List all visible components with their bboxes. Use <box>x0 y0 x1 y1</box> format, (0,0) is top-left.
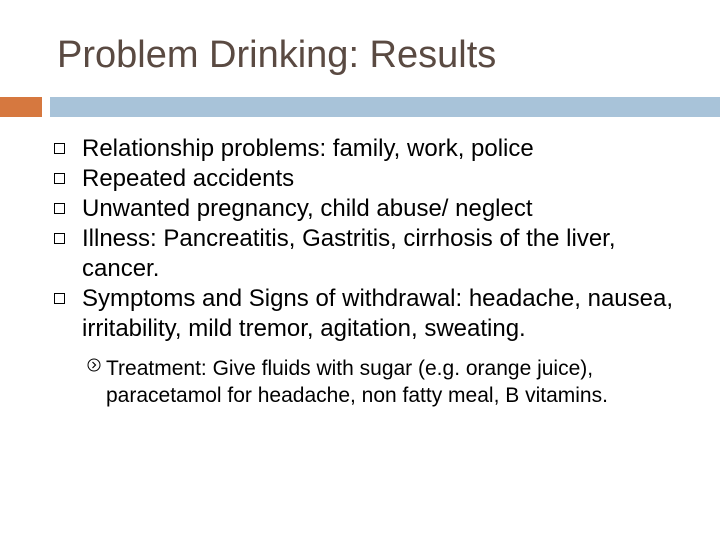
bullet-text: Unwanted pregnancy, child abuse/ neglect <box>82 195 533 222</box>
circled-arrow-icon <box>87 358 101 372</box>
checkbox-outline-icon <box>54 293 65 304</box>
bullet-text: Symptoms and Signs of withdrawal: headache, nausea, irritability, mild tremor, agitation, sweating. <box>82 285 674 342</box>
bullet-item <box>0 134 692 164</box>
sub-bullet-item <box>0 355 686 409</box>
bullet-text: Repeated accidents <box>82 165 295 192</box>
bullet-item <box>0 224 692 284</box>
checkbox-outline-icon <box>54 203 65 214</box>
title-accent-bar <box>0 97 42 117</box>
sub-bullet-text: Treatment: Give fluids with sugar (e.g. orange juice), paracetamol for headache, non fatty meal, B vitamins. <box>106 357 608 407</box>
title-divider-bar <box>50 97 720 117</box>
bullet-list <box>0 134 720 409</box>
bullet-text: Illness: Pancreatitis, Gastritis, cirrhosis of the liver, cancer. <box>82 225 616 282</box>
bullet-item <box>0 194 692 224</box>
bullet-item <box>0 164 692 194</box>
checkbox-outline-icon <box>54 143 65 154</box>
slide-title: Problem Drinking: Results <box>57 34 497 76</box>
checkbox-outline-icon <box>54 173 65 184</box>
bullet-item <box>0 284 692 344</box>
bullet-text: Relationship problems: family, work, police <box>82 135 534 162</box>
checkbox-outline-icon <box>54 233 65 244</box>
